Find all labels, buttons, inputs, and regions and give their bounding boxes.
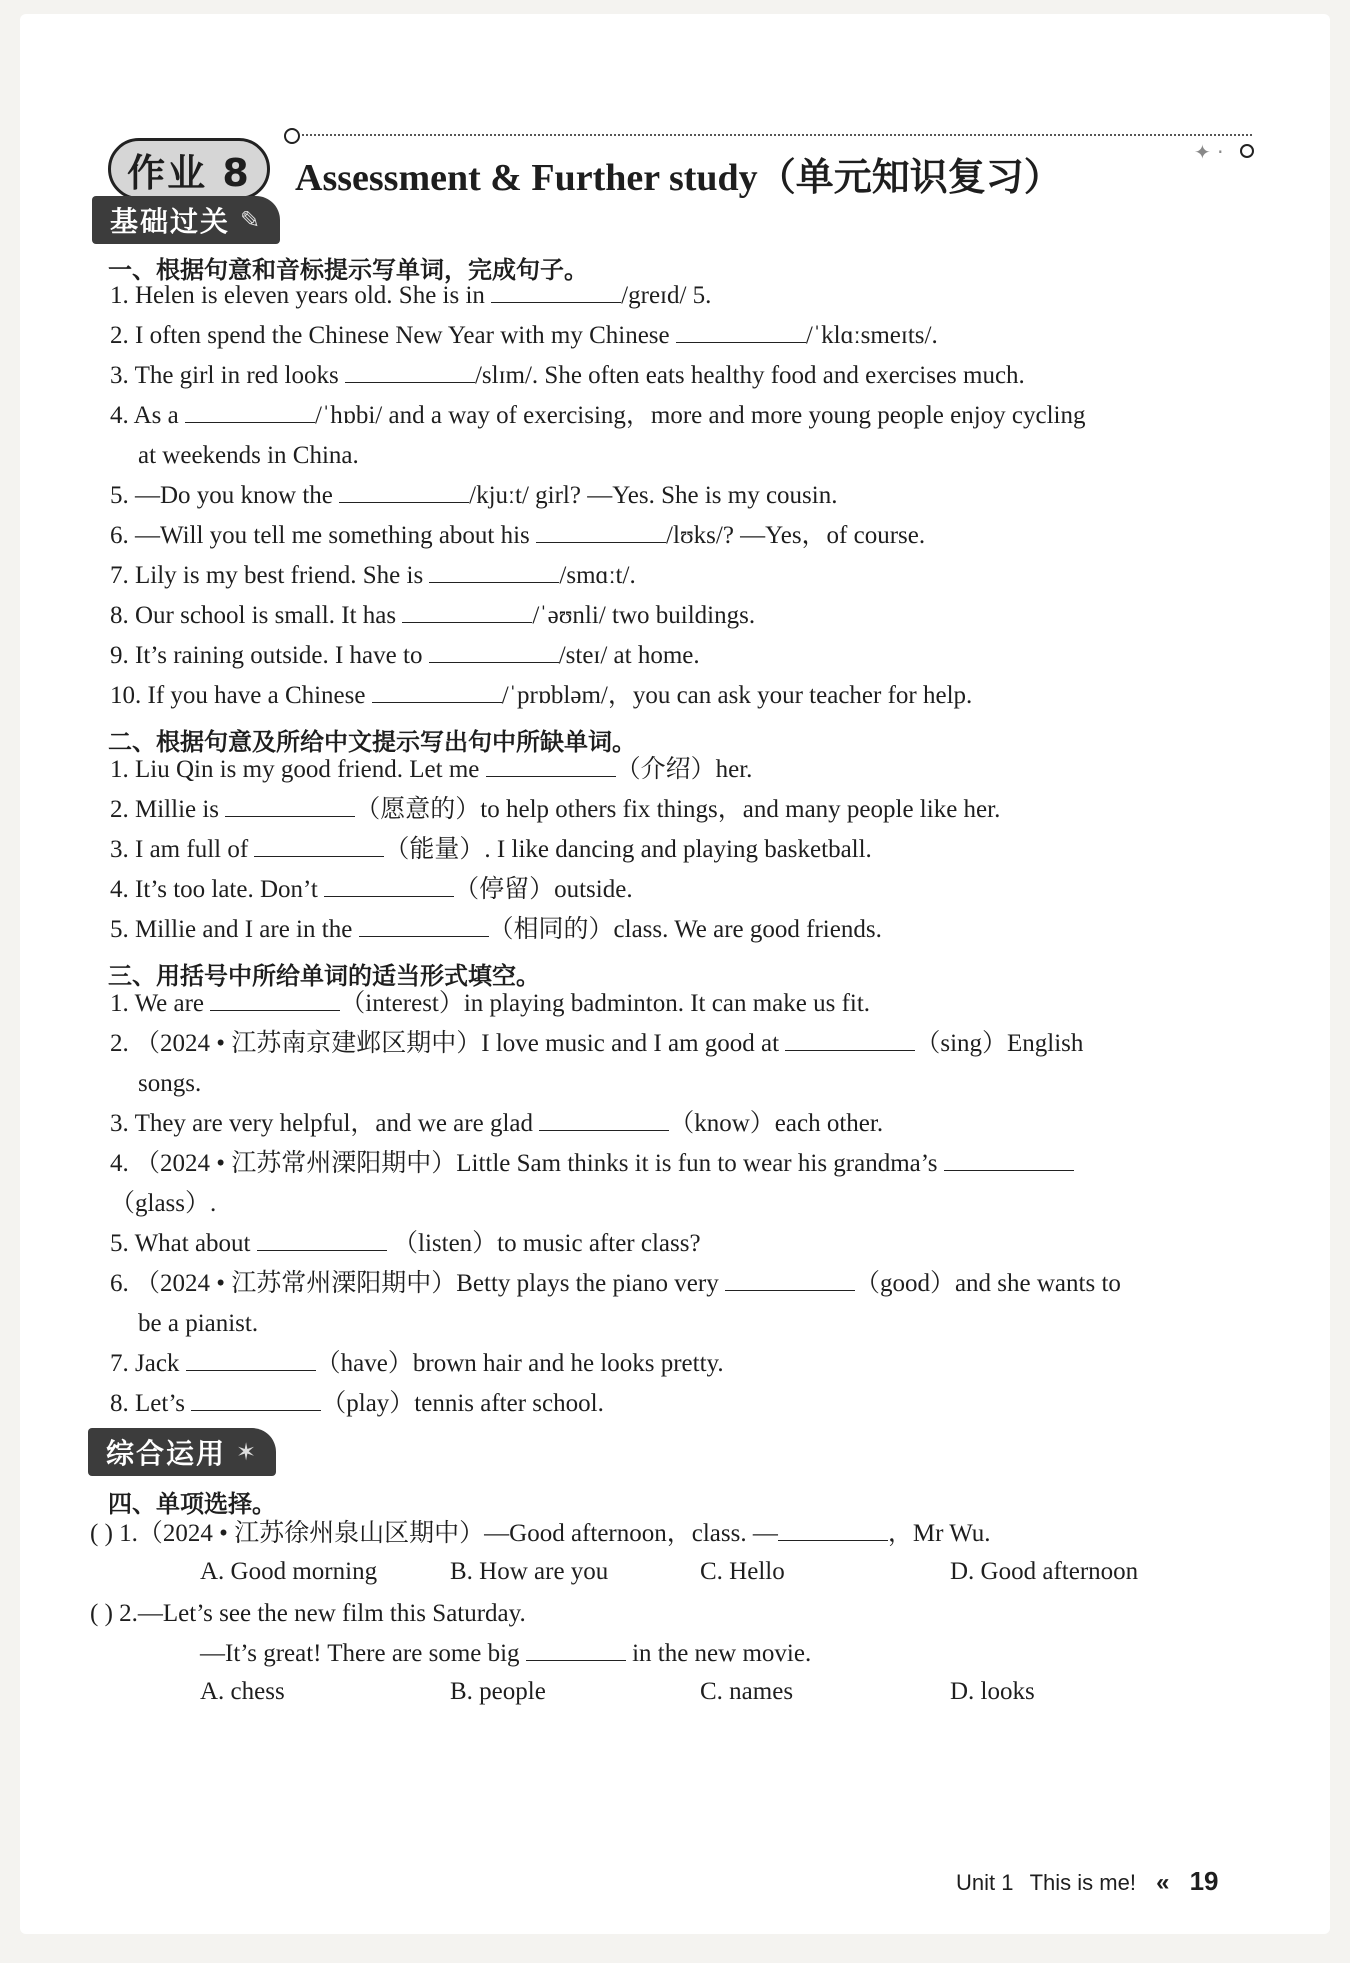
part2-item-1 — [110, 754, 752, 786]
sparkle-icon: ✦ · — [1194, 140, 1224, 164]
part2-item-5 — [110, 914, 882, 946]
answer-blank[interactable] — [778, 1518, 888, 1541]
option-b[interactable]: B. How are you — [450, 1558, 609, 1585]
question-stem: ，Mr Wu. — [887, 1520, 991, 1547]
part1-item-10 — [110, 680, 972, 712]
worksheet-page — [20, 14, 1330, 1934]
item-number: 3. — [110, 1110, 129, 1137]
item-text: （play）tennis after school. — [321, 1390, 604, 1417]
part2-item-3 — [110, 834, 872, 866]
item-text: （相同的）class. We are good friends. — [488, 916, 882, 943]
item-text: （愿意的）to help others fix things，and many people like her. — [355, 796, 1001, 823]
item-number: 4. — [110, 876, 129, 903]
item-text: /ˈhɒbi/ and a way of exercising，more and more young people enjoy cycling — [315, 402, 1086, 429]
item-text: Millie is — [135, 796, 220, 823]
part3-item-8 — [110, 1388, 604, 1420]
part3-item-4-cont — [110, 1188, 216, 1220]
part2-item-4 — [110, 874, 633, 906]
item-text: We are — [134, 990, 205, 1017]
option-a[interactable]: A. Good morning — [200, 1558, 378, 1585]
item-text: （listen）to music after class? — [386, 1230, 701, 1257]
item-number: 1. — [110, 282, 129, 309]
item-text: /lʊks/? —Yes，of course. — [666, 522, 926, 549]
item-number: 2. — [110, 322, 129, 349]
part2-item-2 — [110, 794, 1000, 826]
item-number: 3. — [110, 836, 129, 863]
item-number: 5. — [110, 482, 129, 509]
mc-question-2 — [90, 1598, 526, 1630]
part1-item-5 — [110, 480, 837, 512]
stars-icon: ✶ — [236, 1438, 259, 1466]
item-number: 3. — [110, 362, 129, 389]
item-text: —Do you know the — [135, 482, 333, 509]
item-number: 9. — [110, 642, 129, 669]
item-text: /greɪd/ 5. — [621, 282, 712, 309]
answer-blank[interactable] — [539, 1108, 669, 1131]
item-number: 4. — [110, 1150, 129, 1177]
answer-blank[interactable] — [225, 794, 355, 817]
part3-item-2 — [110, 1028, 1083, 1060]
page-number: 19 — [1189, 1866, 1219, 1896]
option-a[interactable]: A. chess — [200, 1678, 285, 1705]
answer-blank[interactable] — [191, 1388, 321, 1411]
part3-item-4 — [110, 1148, 1074, 1180]
answer-blank[interactable] — [785, 1028, 915, 1051]
item-text: （glass）. — [110, 1190, 217, 1217]
answer-blank[interactable] — [536, 520, 666, 543]
option-d[interactable]: D. Good afternoon — [950, 1558, 1139, 1585]
part3-item-3 — [110, 1108, 883, 1140]
question-stem: 2.—Let’s see the new film this Saturday. — [119, 1600, 526, 1627]
item-text: What about — [134, 1230, 251, 1257]
item-text: （2024 • 江苏南京建邺区期中）I love music and I am good at — [135, 1030, 780, 1057]
item-text: （能量）. I like dancing and playing basketball. — [384, 836, 872, 863]
item-number: 1. — [110, 990, 129, 1017]
answer-blank[interactable] — [429, 640, 559, 663]
question-stem: 1.（2024 • 江苏徐州泉山区期中）—Good afternoon，class. — — [119, 1520, 778, 1547]
item-text: /slɪm/. She often eats healthy food and exercises much. — [474, 362, 1025, 389]
item-number: 8. — [110, 1390, 129, 1417]
item-number: 2. — [110, 796, 129, 823]
item-number: 10. — [110, 682, 142, 709]
part3-item-6-cont — [138, 1308, 258, 1340]
item-text: at weekends in China. — [138, 442, 359, 469]
item-text: If you have a Chinese — [147, 682, 366, 709]
item-text: （interest）in playing badminton. It can make us fit. — [340, 990, 871, 1017]
answer-blank[interactable] — [210, 988, 340, 1011]
item-text: （sing）English — [915, 1030, 1084, 1057]
item-number: 8. — [110, 602, 129, 629]
answer-blank[interactable] — [339, 480, 469, 503]
part2-heading: 二、根据句意及所给中文提示写出句中所缺单词。 — [108, 728, 636, 756]
item-text: I often spend the Chinese New Year with my Chinese — [135, 322, 670, 349]
section-banner-comprehensive — [88, 1428, 276, 1476]
item-text: be a pianist. — [138, 1310, 259, 1337]
item-number: 4. — [110, 402, 129, 429]
answer-blank[interactable] — [359, 914, 489, 937]
item-text: /kjuːt/ girl? —Yes. She is my cousin. — [469, 482, 838, 509]
option-b[interactable]: B. people — [450, 1678, 546, 1705]
option-c[interactable]: C. names — [700, 1678, 794, 1705]
title-english: Assessment & Further study — [295, 157, 758, 199]
part1-item-4-cont — [138, 440, 359, 472]
item-text: songs. — [138, 1070, 202, 1097]
answer-blank[interactable] — [676, 320, 806, 343]
item-text: （停留）outside. — [454, 876, 633, 903]
part3-item-7 — [110, 1348, 724, 1380]
part1-item-6 — [110, 520, 925, 552]
item-text: As a — [133, 402, 179, 429]
section-comprehensive-label: 综合运用 — [106, 1437, 227, 1470]
answer-blank[interactable] — [402, 600, 532, 623]
mc-question-1 — [90, 1518, 991, 1550]
part1-item-9 — [110, 640, 700, 672]
item-text: Millie and I are in the — [135, 916, 353, 943]
item-text: The girl in red looks — [134, 362, 339, 389]
item-text: It’s too late. Don’t — [135, 876, 318, 903]
answer-blank[interactable] — [944, 1148, 1074, 1171]
part3-item-2-cont — [138, 1068, 201, 1100]
answer-blank[interactable] — [526, 1638, 626, 1661]
answer-blank[interactable] — [486, 754, 616, 777]
item-number: 7. — [110, 1350, 129, 1377]
footer-unit: Unit 1 — [956, 1870, 1014, 1895]
item-number: 6. — [110, 1270, 129, 1297]
part1-item-1 — [110, 280, 711, 312]
answer-blank[interactable] — [186, 1348, 316, 1371]
item-text: （2024 • 江苏常州溧阳期中）Betty plays the piano very — [135, 1270, 719, 1297]
item-number: 5. — [110, 1230, 129, 1257]
part1-item-7 — [110, 560, 636, 592]
item-text: （know）each other. — [669, 1110, 884, 1137]
item-text: /smɑːt/. — [559, 562, 636, 589]
answer-blank[interactable] — [257, 1228, 387, 1251]
item-text: （have）brown hair and he looks pretty. — [315, 1350, 724, 1377]
answer-blank[interactable] — [185, 400, 315, 423]
item-number: 1. — [110, 756, 129, 783]
item-text: （2024 • 江苏常州溧阳期中）Little Sam thinks it is fun to wear his grandma’s — [135, 1150, 938, 1177]
part1-heading: 一、根据句意和音标提示写单词，完成句子。 — [108, 256, 588, 284]
question-stem: in the new movie. — [632, 1640, 812, 1667]
item-text: /ˈprɒbləm/，you can ask your teacher for help. — [501, 682, 973, 709]
item-text: It’s raining outside. I have to — [135, 642, 423, 669]
item-text: They are very helpful，and we are glad — [134, 1110, 533, 1137]
section-banner-basic — [92, 196, 280, 244]
part1-item-8 — [110, 600, 755, 632]
item-text: —Will you tell me something about his — [135, 522, 530, 549]
item-text: /steɪ/ at home. — [558, 642, 700, 669]
part3-item-1 — [110, 988, 870, 1020]
item-text: Jack — [135, 1350, 180, 1377]
item-text: （介绍）her. — [615, 756, 753, 783]
end-dot-icon — [1240, 144, 1254, 158]
item-text: Helen is eleven years old. She is in — [135, 282, 485, 309]
item-text: /ˈəʊnli/ two buildings. — [532, 602, 756, 629]
part4-heading: 四、单项选择。 — [108, 1490, 276, 1518]
footer-unit-title: This is me! — [1029, 1870, 1136, 1895]
option-d[interactable]: D. looks — [950, 1678, 1035, 1705]
answer-blank[interactable] — [429, 560, 559, 583]
answer-blank[interactable] — [491, 280, 621, 303]
item-text: I am full of — [135, 836, 249, 863]
answer-blank[interactable] — [345, 360, 475, 383]
item-text: （good）and she wants to — [854, 1270, 1121, 1297]
part1-item-4 — [110, 400, 1086, 432]
assignment-badge: 作业 8 — [108, 138, 270, 200]
pencil-icon: ✎ — [240, 206, 263, 234]
answer-paren[interactable]: ( ) — [90, 1600, 113, 1627]
mc-question-2-line2 — [200, 1638, 811, 1670]
item-number: 5. — [110, 916, 129, 943]
item-text: /ˈklɑːsmeɪts/. — [805, 322, 938, 349]
answer-blank[interactable] — [372, 680, 502, 703]
item-number: 7. — [110, 562, 129, 589]
answer-paren[interactable]: ( ) — [90, 1520, 113, 1547]
answer-blank[interactable] — [254, 834, 384, 857]
answer-blank[interactable] — [324, 874, 454, 897]
title-chinese: （单元知识复习） — [757, 155, 1062, 199]
answer-blank[interactable] — [725, 1268, 855, 1291]
question-stem: —It’s great! There are some big — [200, 1640, 520, 1667]
badge-dot-icon — [284, 128, 300, 144]
part1-item-3 — [110, 360, 1025, 392]
item-text: Lily is my best friend. She is — [135, 562, 424, 589]
item-text: Let’s — [135, 1390, 185, 1417]
part3-heading: 三、用括号中所给单词的适当形式填空。 — [108, 962, 540, 990]
section-basic-label: 基础过关 — [110, 205, 231, 238]
item-number: 6. — [110, 522, 129, 549]
page-title — [295, 146, 1062, 201]
item-number: 2. — [110, 1030, 129, 1057]
page-footer — [956, 1866, 1219, 1897]
option-c[interactable]: C. Hello — [700, 1558, 785, 1585]
part3-item-6 — [110, 1268, 1121, 1300]
double-chevron-left-icon: « — [1156, 1869, 1170, 1896]
part1-item-2 — [110, 320, 938, 352]
title-dotted-line — [302, 134, 1252, 136]
item-text: Our school is small. It has — [135, 602, 397, 629]
part3-item-5 — [110, 1228, 701, 1260]
item-text: Liu Qin is my good friend. Let me — [135, 756, 480, 783]
